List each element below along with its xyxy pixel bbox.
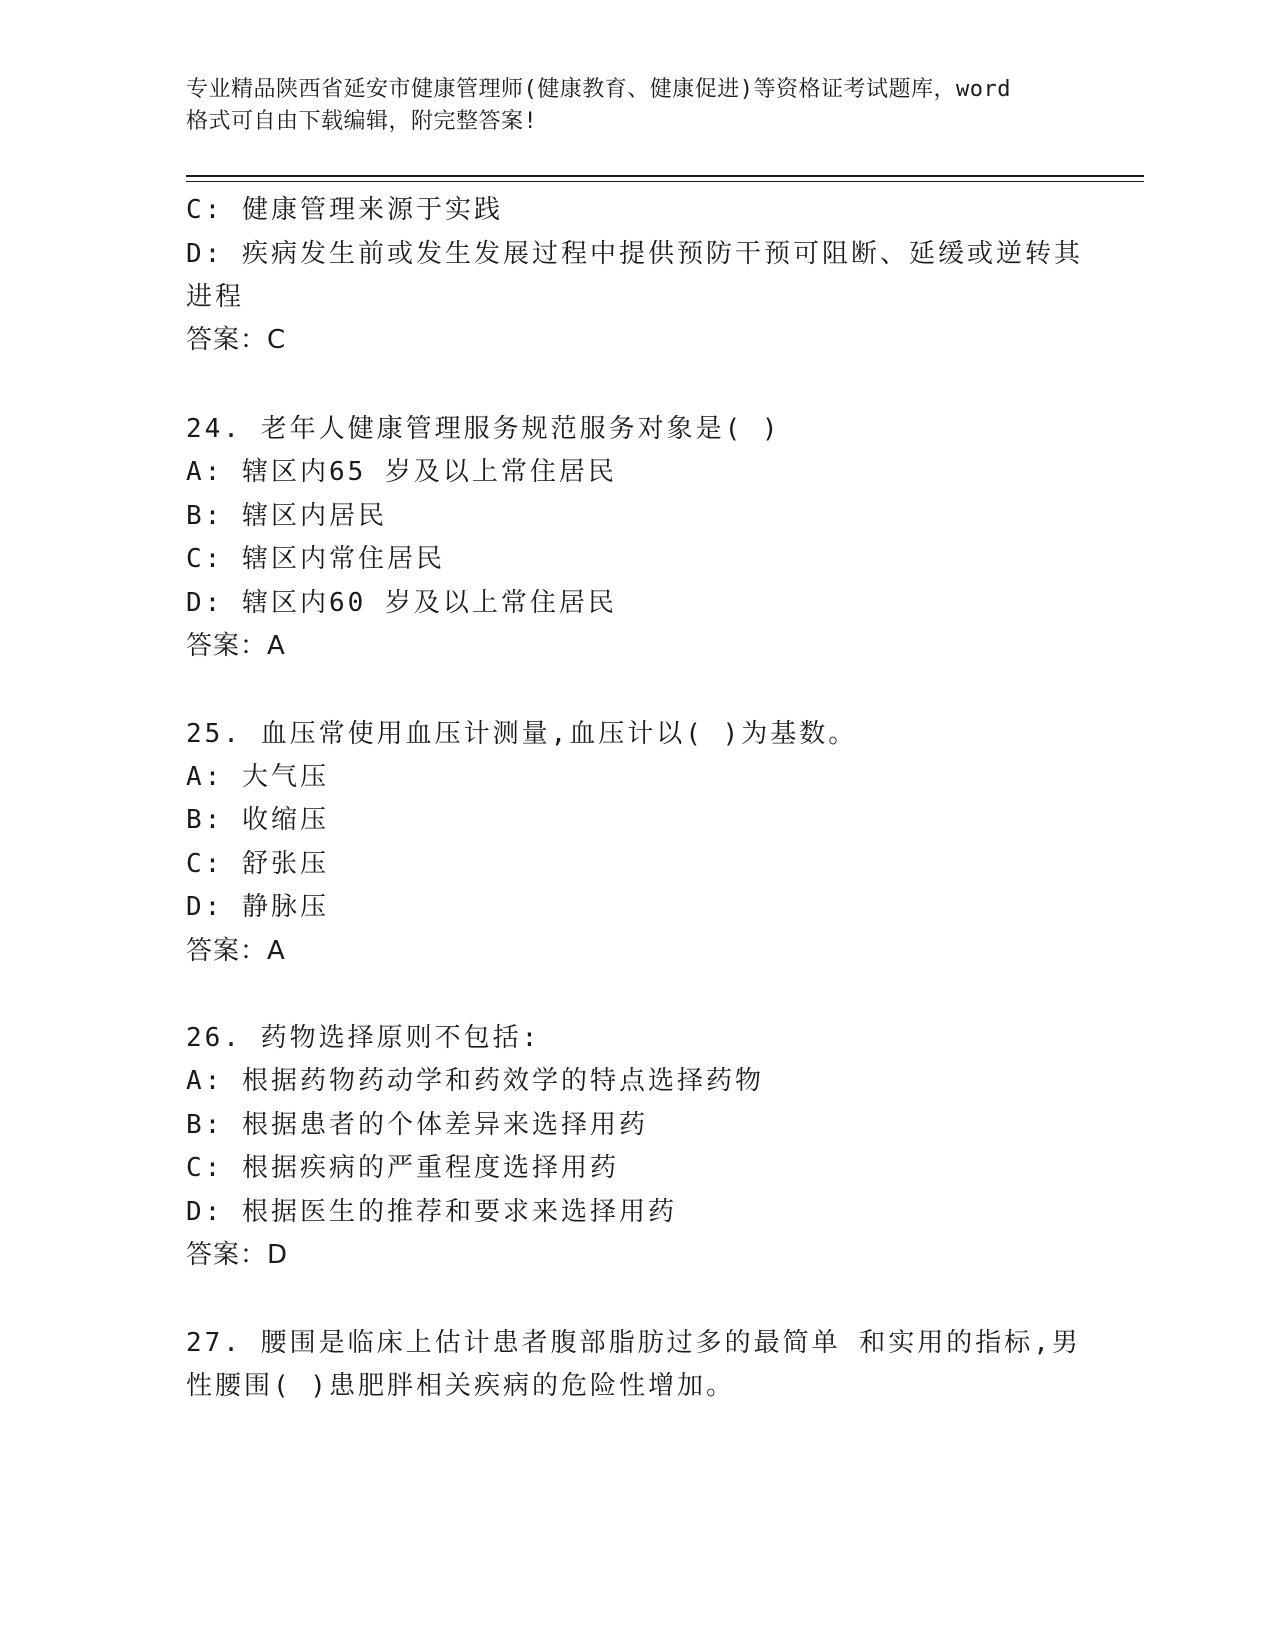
q26-stem: 26. 药物选择原则不包括: — [186, 1023, 541, 1053]
header-line-1: 专业精品陕西省延安市健康管理师(健康教育、健康促进)等资格证考试题库，word — [186, 77, 1011, 102]
q26-option-c: C: 根据疾病的严重程度选择用药 — [186, 1153, 619, 1183]
q26-option-b: B: 根据患者的个体差异来选择用药 — [186, 1110, 648, 1140]
q25-option-c: C: 舒张压 — [186, 849, 329, 879]
q26-answer: 答案：D — [186, 1240, 289, 1270]
q24-option-a: A: 辖区内65 岁及以上常住居民 — [186, 457, 617, 487]
q26-option-d: D: 根据医生的推荐和要求来选择用药 — [186, 1197, 677, 1227]
q25-option-b: B: 收缩压 — [186, 805, 329, 835]
q25-stem: 25. 血压常使用血压计测量,血压计以( )为基数。 — [186, 719, 858, 749]
q24-option-c: C: 辖区内常住居民 — [186, 544, 445, 574]
q24-answer: 答案：A — [186, 631, 286, 661]
prev-option-d: D: 疾病发生前或发生发展过程中提供预防干预可阻断、延缓或逆转其 — [186, 239, 1083, 269]
header-divider-thick — [186, 175, 1144, 177]
q24-stem: 24. 老年人健康管理服务规范服务对象是( ) — [186, 414, 781, 444]
q26-option-a: A: 根据药物药动学和药效学的特点选择药物 — [186, 1066, 764, 1096]
q25-option-d: D: 静脉压 — [186, 892, 329, 922]
prev-option-c: C: 健康管理来源于实践 — [186, 195, 503, 225]
prev-answer: 答案：C — [186, 325, 287, 355]
header-line-2: 格式可自由下载编辑，附完整答案! — [186, 109, 538, 134]
page-header — [186, 74, 1086, 138]
header-divider-thin — [186, 181, 1144, 182]
q25-answer: 答案：A — [186, 936, 286, 966]
q27-stem: 27. 腰围是临床上估计患者腹部脂肪过多的最简单 和实用的指标,男 — [186, 1328, 1081, 1358]
q27-stem-cont: 性腰围( )患肥胖相关疾病的危险性增加。 — [186, 1371, 735, 1401]
q25-option-a: A: 大气压 — [186, 762, 329, 792]
q24-option-b: B: 辖区内居民 — [186, 501, 387, 531]
prev-option-d-cont: 进程 — [186, 282, 245, 312]
q24-option-d: D: 辖区内60 岁及以上常住居民 — [186, 588, 617, 618]
